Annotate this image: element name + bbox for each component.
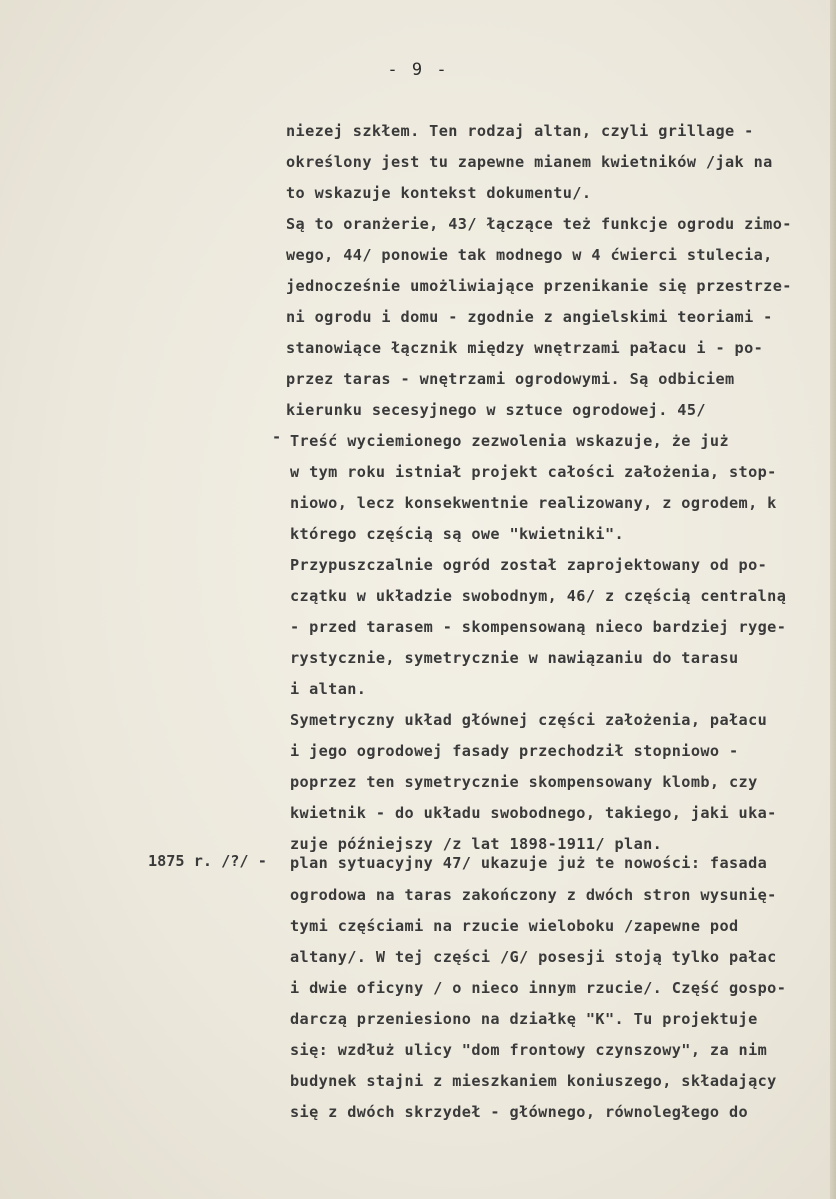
text-line: niezej szkłem. Ten rodzaj altan, czyli grillage - <box>286 122 754 140</box>
text-line: zuje późniejszy /z lat 1898-1911/ plan. <box>290 835 663 853</box>
text-line: altany/. W tej części /G/ posesji stoją tylko pałac <box>290 948 777 966</box>
text-line: Są to oranżerie, 43/ łączące też funkcje ogrodu zimo- <box>286 215 792 233</box>
text-line: Przypuszczalnie ogród został zaprojektowany od po- <box>290 556 768 574</box>
text-line: określony jest tu zapewne mianem kwietników /jak na <box>286 153 773 171</box>
text-line: ni ogrodu i domu - zgodnie z angielskimi teoriami - <box>286 308 773 326</box>
text-line: to wskazuje kontekst dokumentu/. <box>286 184 592 202</box>
text-line: przez taras - wnętrzami ogrodowymi. Są odbiciem <box>286 370 735 388</box>
text-line: w tym roku istniał projekt całości założenia, stop- <box>290 463 777 481</box>
text-line: Treść wyciemionego zezwolenia wskazuje, że już <box>290 432 730 450</box>
text-line: się: wzdłuż ulicy "dom frontowy czynszowy", za nim <box>290 1041 768 1059</box>
text-line: i dwie oficyny / o nieco innym rzucie/. Część gospo- <box>290 979 787 997</box>
text-line: rystycznie, symetrycznie w nawiązaniu do tarasu <box>290 649 739 667</box>
text-line: i altan. <box>290 680 367 698</box>
text-line: wego, 44/ ponowie tak modnego w 4 ćwierci stulecia, <box>286 246 773 264</box>
text-line: plan sytuacyjny 47/ ukazuje już te nowości: fasada <box>290 854 768 872</box>
text-line: niowo, lecz konsekwentnie realizowany, z ogrodem, k <box>290 494 777 512</box>
text-line: Symetryczny układ głównej części założenia, pałacu <box>290 711 768 729</box>
text-line: ogrodowa na taras zakończony z dwóch stron wysunię- <box>290 886 777 904</box>
text-line: którego częścią są owe "kwietniki". <box>290 525 625 543</box>
text-line: budynek stajni z mieszkaniem koniuszego, składający <box>290 1072 777 1090</box>
text-line: stanowiące łącznik między wnętrzami pałacu i - po- <box>286 339 764 357</box>
text-line: tymi częściami na rzucie wieloboku /zapewne pod <box>290 917 739 935</box>
text-line: jednocześnie umożliwiające przenikanie się przestrze- <box>286 277 792 295</box>
text-line: darczą przeniesiono na działkę "K". Tu projektuje <box>290 1010 758 1028</box>
text-line: - przed tarasem - skompensowaną nieco bardziej ryge- <box>290 618 787 636</box>
text-line: kwietnik - do układu swobodnego, takiego, jaki uka- <box>290 804 777 822</box>
text-line: czątku w układzie swobodnym, 46/ z częścią centralną <box>290 587 787 605</box>
page-number: - 9 - <box>387 60 449 80</box>
text-line: poprzez ten symetrycznie skompensowany klomb, czy <box>290 773 758 791</box>
text-line: się z dwóch skrzydeł - głównego, równoległego do <box>290 1103 749 1121</box>
text-line: i jego ogrodowej fasady przechodził stopniowo - <box>290 742 739 760</box>
page-edge-shadow <box>830 0 836 1199</box>
margin-dash: - <box>272 428 282 446</box>
margin-date-note: 1875 r. /?/ - <box>148 852 267 870</box>
text-line: kierunku secesyjnego w sztuce ogrodowej. 45/ <box>286 401 706 419</box>
